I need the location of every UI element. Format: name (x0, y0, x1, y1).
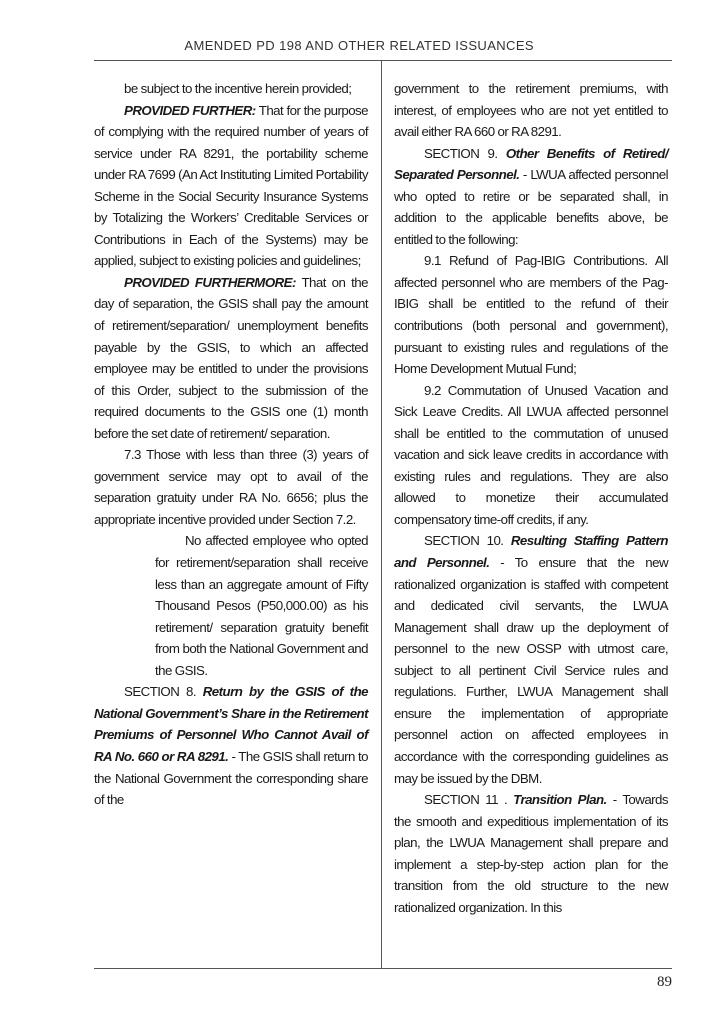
page-number: 89 (657, 974, 672, 990)
paragraph: No affected employee who opted for retirement/separation shall receive less than an aggregate amount of Fifty Thousand Pesos (P50,000.00) as his retirement/ separation gratuity benefit from both the National Government and the GSIS. (155, 533, 368, 678)
indented-block (94, 530, 368, 681)
section-title: Transition Plan. (513, 792, 607, 808)
section-8 (94, 681, 368, 810)
paragraph-9-1: 9.1 Refund of Pag-IBIG Contributions. All affected personnel who are members of the Pag-IBIG shall be entitled to the refund of their contributions (both personal and government), pursuant to existing rules and regulations of the Home Development Mutual Fund; (394, 253, 668, 377)
paragraph: be subject to the incentive herein provided; (124, 81, 352, 96)
paragraph-provided-further (94, 100, 368, 272)
right-column (394, 78, 668, 918)
paragraph: government to the retirement premiums, with interest, of employees who are not yet entitled to avail either RA 660 or RA 8291. (394, 81, 668, 140)
header-rule (94, 60, 672, 61)
section-label: SECTION 11 . (424, 792, 514, 808)
running-header: AMENDED PD 198 AND OTHER RELATED ISSUANCES (184, 38, 534, 53)
section-title: Resulting Staffing Pattern and Personnel. (394, 533, 668, 571)
paragraph-text: That on the day of separation, the GSIS shall pay the amount of retirement/separation/ unemployment benefits payable by the GSIS, to which an affected employee may be entitled to under the provisions of this Order, subject to the submission of the required documents to the GSIS one (1) month before the set date of retirement/ separation. (94, 274, 369, 441)
paragraph-7-3: 7.3 Those with less than three (3) years of government service may opt to avail of the separation gratuity under RA No. 6656; plus the appropriate incentive provided under Section 7.2. (94, 447, 368, 527)
paragraph-provided-furthermore (94, 272, 368, 444)
emphasis: PROVIDED FURTHERMORE: (124, 274, 296, 290)
section-text: - To ensure that the new rationalized organization is staffed with competent and dedicated civil servants, the LWUA Management shall draw up the deployment of personnel to the new OSSP with utmost care, subject to all pertinent Civil Service rules and regulations. Further, LWUA Management shall ensure the implementation of appropriate personnel action on affected employees in accordance with the corresponding guidelines as may be issued by the DBM. (394, 555, 668, 786)
section-title: Return by the GSIS of the National Government’s Share in the Retirement Premiums of Personnel Who Cannot Avail of RA No. 660 or RA 8291. (94, 684, 368, 764)
left-column (94, 78, 368, 811)
section-11 (394, 789, 668, 918)
section-9 (394, 143, 668, 251)
section-label: SECTION 10. (424, 533, 511, 549)
section-text: - The GSIS shall return to the National Government the corresponding share of the (94, 748, 368, 808)
paragraph-text: That for the purpose of complying with the required number of years of service under RA 8291, the portability scheme under RA 7699 (An Act Instituting Limited Portability Scheme in the Social Security Insurance Systems by Totalizing the Workers’ Creditable Services or Contributions in Each of the Systems) may be applied, subject to existing policies and guidelines; (94, 102, 368, 269)
section-10 (394, 530, 668, 789)
section-label: SECTION 8. (124, 684, 203, 700)
section-label: SECTION 9. (424, 145, 506, 161)
column-divider (381, 60, 382, 968)
section-title: Other Benefits of Retired/ Separated Personnel. (394, 145, 668, 183)
emphasis: PROVIDED FURTHER: (124, 102, 256, 118)
footer-rule (94, 968, 672, 969)
paragraph-9-2: 9.2 Commutation of Unused Vacation and Sick Leave Credits. All LWUA affected personnel shall be entitled to the commutation of unused vacation and sick leave credits in accordance with existing rules and regulations. They are also allowed to monetize their accumulated compensatory time-off credits, if any. (394, 382, 668, 527)
section-text: - Towards the smooth and expeditious implementation of its plan, the LWUA Management shall prepare and implement a step-by-step action plan for the transition from the old structure to the new rationalized organization. In this (394, 792, 668, 915)
section-text: - LWUA affected personnel who opted to retire or be separated shall, in addition to the applicable benefits above, be entitled to the following: (394, 167, 668, 247)
